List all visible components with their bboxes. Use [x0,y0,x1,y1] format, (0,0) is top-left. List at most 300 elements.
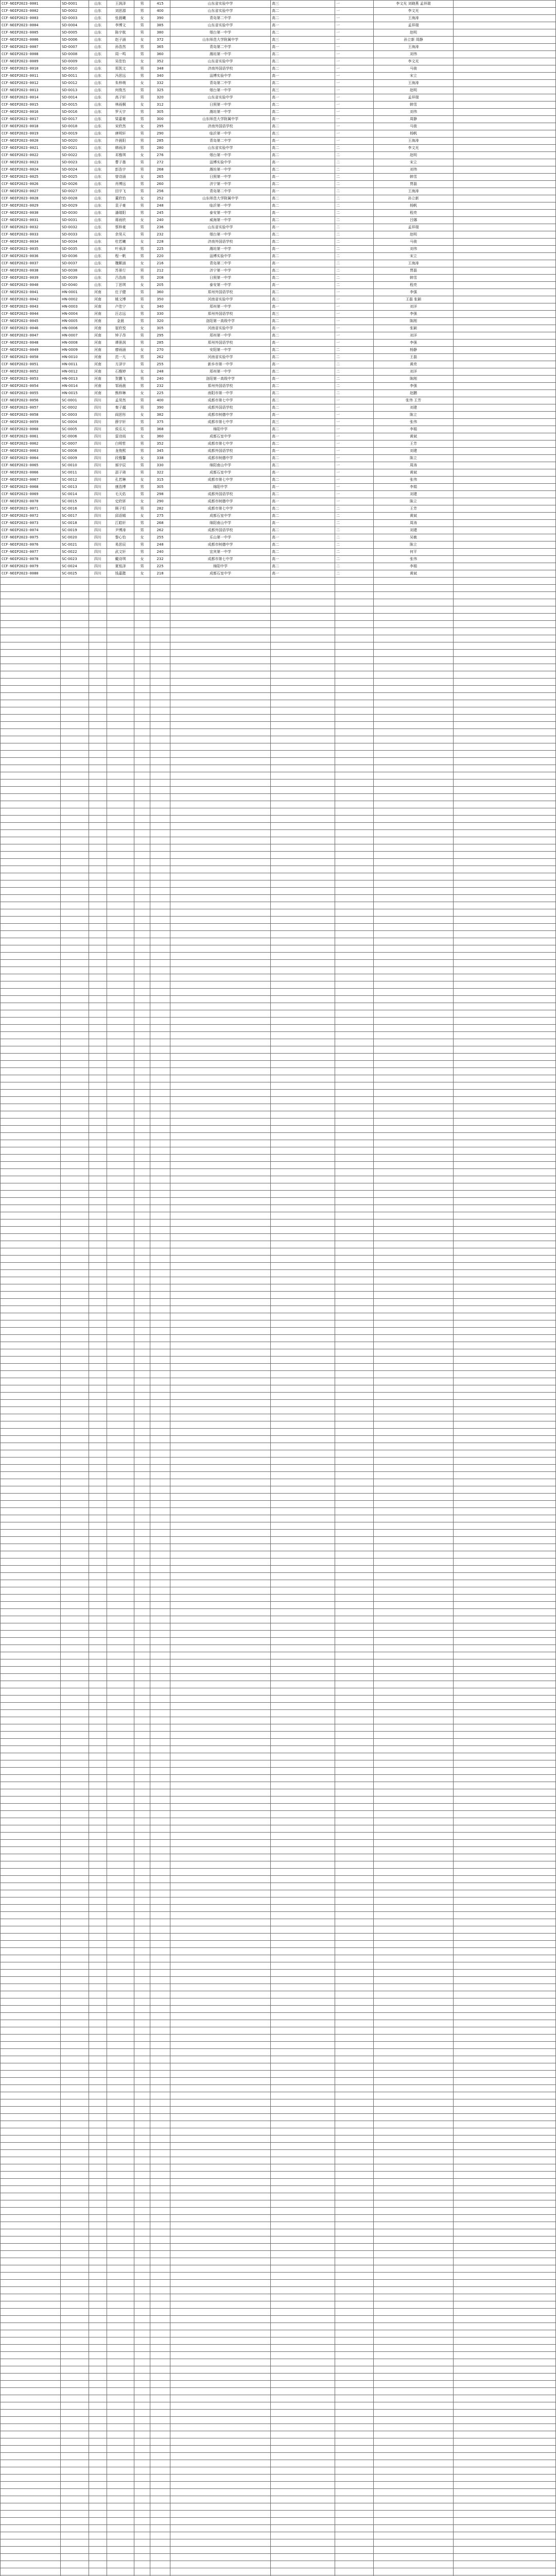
cell-name: 谭景润 [107,340,134,347]
cell-serial [61,1804,89,1811]
cell-award [335,2568,374,2575]
cell-award: 一 [335,73,374,80]
cell-province [89,1703,107,1710]
cell-school [170,1833,271,1840]
cell-name: 孔若琳 [107,477,134,484]
cell-province [89,2208,107,2215]
cell-gender: 女 [134,455,150,462]
cell-name [107,2438,134,2446]
cell-serial [61,1155,89,1162]
cell-blank [454,1984,556,1991]
cell-coach [374,635,454,642]
cell-blank [454,1977,556,1984]
cell-grade [271,2136,335,2143]
cell-award [335,1753,374,1760]
cell-blank [454,1465,556,1472]
cell-serial: SC-0002 [61,404,89,412]
table-row [1,513,556,520]
cell-exam-id [1,1393,61,1400]
cell-serial [61,2085,89,2092]
table-row-empty [1,1191,556,1198]
cell-award [335,1176,374,1183]
cell-province [89,686,107,693]
cell-province [89,924,107,931]
cell-coach [374,592,454,599]
cell-grade [271,1977,335,1984]
cell-coach [374,1126,454,1133]
cell-school [170,2503,271,2511]
cell-blank [454,246,556,253]
cell-province [89,671,107,679]
table-row-empty [1,1126,556,1133]
cell-award [335,902,374,909]
cell-serial [61,1414,89,1421]
cell-grade [271,2489,335,2496]
cell-province: 四川 [89,498,107,505]
cell-score: 352 [150,440,170,448]
cell-blank [454,1075,556,1082]
cell-exam-id [1,628,61,635]
cell-name: 刘思源 [107,8,134,15]
cell-award: 一 [335,426,374,433]
cell-exam-id [1,2200,61,2208]
cell-school [170,2042,271,2049]
cell-name [107,1025,134,1032]
cell-name [107,1717,134,1724]
cell-school: 济宁第一中学 [170,181,271,188]
cell-score: 275 [150,513,170,520]
cell-exam-id [1,981,61,989]
cell-gender: 男 [134,318,150,325]
cell-school [170,2424,271,2431]
cell-score [150,585,170,592]
cell-score [150,2330,170,2337]
cell-exam-id [1,1421,61,1429]
cell-grade [271,1400,335,1407]
cell-blank [454,368,556,376]
cell-serial [61,1681,89,1688]
cell-province [89,693,107,700]
cell-serial [61,981,89,989]
cell-grade [271,2446,335,2453]
cell-serial [61,1667,89,1674]
cell-serial [61,578,89,585]
cell-exam-id [1,2136,61,2143]
cell-exam-id [1,2424,61,2431]
cell-province [89,1104,107,1111]
cell-grade [271,1696,335,1703]
cell-gender: 男 [134,8,150,15]
cell-serial [61,1775,89,1782]
cell-grade: 高二 [271,145,335,152]
cell-name [107,2568,134,2575]
cell-coach [374,2395,454,2402]
cell-province [89,1696,107,1703]
cell-grade [271,2460,335,2467]
cell-score [150,1804,170,1811]
cell-grade [271,1450,335,1458]
cell-grade [271,2402,335,2410]
cell-serial [61,1032,89,1039]
cell-award [335,2020,374,2027]
cell-gender [134,2323,150,2330]
cell-name: 易思辰 [107,541,134,549]
cell-award [335,1897,374,1905]
cell-grade [271,2503,335,2511]
cell-coach [374,974,454,981]
cell-exam-id: CCF-NOIP2023-0070 [1,498,61,505]
cell-coach [374,2150,454,2157]
cell-coach: 王芳 [374,440,454,448]
cell-score [150,974,170,981]
cell-name [107,2128,134,2136]
cell-name [107,1284,134,1292]
cell-serial [61,2006,89,2013]
table-row [1,224,556,231]
cell-score [150,2092,170,2099]
cell-exam-id [1,1234,61,1241]
cell-exam-id [1,1854,61,1861]
cell-grade [271,1623,335,1631]
cell-exam-id [1,772,61,779]
cell-serial [61,664,89,671]
cell-coach [374,866,454,873]
cell-province [89,1522,107,1530]
cell-school [170,1032,271,1039]
cell-province [89,1090,107,1097]
cell-score [150,1018,170,1025]
cell-exam-id: CCF-NOIP2023-0076 [1,541,61,549]
cell-coach: 李文光 [374,145,454,152]
cell-gender [134,729,150,736]
cell-serial [61,700,89,707]
cell-coach [374,1256,454,1263]
cell-blank [454,1732,556,1739]
cell-province [89,772,107,779]
cell-grade [271,1414,335,1421]
cell-province [89,729,107,736]
table-row-empty [1,1912,556,1919]
cell-name: 薛宇轩 [107,419,134,426]
cell-serial: SC-0011 [61,469,89,477]
cell-score [150,1652,170,1659]
cell-grade [271,1335,335,1342]
cell-exam-id [1,1465,61,1472]
cell-name [107,1205,134,1212]
cell-name [107,758,134,765]
cell-score [150,1724,170,1732]
cell-blank [454,2013,556,2020]
cell-score: 340 [150,73,170,80]
cell-score [150,2323,170,2330]
cell-blank [454,469,556,477]
cell-score: 320 [150,318,170,325]
cell-award [335,2085,374,2092]
cell-exam-id [1,751,61,758]
cell-coach [374,1537,454,1544]
cell-award [335,1133,374,1140]
cell-province [89,1934,107,1941]
cell-blank [454,1861,556,1869]
cell-award [335,642,374,650]
cell-blank [454,1335,556,1342]
cell-school [170,1861,271,1869]
cell-serial [61,1912,89,1919]
cell-award: 一 [335,44,374,51]
cell-school: 青岛第二中学 [170,188,271,195]
cell-coach: 王海涛 [374,260,454,267]
cell-blank [454,188,556,195]
cell-gender [134,1126,150,1133]
cell-school [170,1227,271,1234]
cell-school [170,642,271,650]
cell-exam-id: CCF-NOIP2023-0027 [1,188,61,195]
cell-serial [61,2460,89,2467]
cell-coach [374,1032,454,1039]
cell-name [107,614,134,621]
cell-serial: HN-0004 [61,311,89,318]
cell-grade [271,722,335,729]
cell-grade [271,1522,335,1530]
cell-name [107,2395,134,2402]
cell-school [170,1320,271,1328]
cell-name [107,816,134,823]
cell-serial [61,2092,89,2099]
cell-grade [271,2157,335,2164]
cell-name [107,1631,134,1638]
cell-province [89,2359,107,2366]
cell-coach [374,2121,454,2128]
cell-gender: 男 [134,520,150,527]
cell-gender [134,1443,150,1450]
cell-school [170,1775,271,1782]
cell-school [170,1378,271,1385]
cell-serial [61,2136,89,2143]
cell-coach [374,2460,454,2467]
cell-serial [61,2107,89,2114]
cell-coach [374,1825,454,1833]
cell-exam-id [1,743,61,751]
table-row [1,80,556,87]
cell-school [170,1962,271,1970]
cell-serial: SC-0005 [61,426,89,433]
cell-school [170,657,271,664]
table-row-empty [1,1616,556,1623]
cell-gender [134,2402,150,2410]
table-row-empty [1,1775,556,1782]
cell-serial [61,2547,89,2554]
cell-serial [61,1097,89,1104]
cell-blank [454,736,556,743]
cell-name [107,736,134,743]
cell-exam-id [1,1270,61,1277]
cell-school [170,1948,271,1955]
cell-school: 山东省实验中学 [170,145,271,152]
cell-score [150,1140,170,1147]
cell-serial [61,2049,89,2056]
cell-serial: HN-0012 [61,368,89,376]
cell-award [335,1436,374,1443]
cell-grade [271,2236,335,2244]
cell-exam-id: CCF-NOIP2023-0005 [1,29,61,37]
cell-coach: 王磊 张颖 [374,296,454,303]
table-row-empty [1,981,556,989]
cell-name [107,1934,134,1941]
cell-province [89,1804,107,1811]
cell-grade [271,2453,335,2460]
cell-name: 武文轩 [107,549,134,556]
cell-name [107,1335,134,1342]
cell-grade [271,917,335,924]
cell-award: 二 [335,166,374,174]
cell-exam-id [1,1991,61,1998]
cell-province: 山东 [89,101,107,109]
cell-grade [271,1818,335,1825]
cell-blank [454,722,556,729]
table-row-empty [1,642,556,650]
cell-exam-id [1,1688,61,1696]
cell-province: 山东 [89,246,107,253]
cell-name [107,1688,134,1696]
cell-grade: 高一 [271,73,335,80]
cell-award [335,2251,374,2258]
cell-gender: 女 [134,101,150,109]
cell-school: 成都市树德中学 [170,541,271,549]
cell-gender [134,2431,150,2438]
cell-serial [61,2511,89,2518]
cell-score [150,1840,170,1847]
cell-serial [61,1789,89,1797]
cell-coach [374,1667,454,1674]
cell-gender [134,1890,150,1897]
cell-coach: 张颖 [374,325,454,332]
cell-award: 二 [335,210,374,217]
table-row-empty [1,1486,556,1494]
cell-school [170,2345,271,2352]
cell-score [150,1082,170,1090]
cell-name [107,1919,134,1926]
table-row [1,318,556,325]
cell-coach [374,1205,454,1212]
cell-school [170,2258,271,2265]
cell-award [335,1082,374,1090]
cell-school [170,2337,271,2345]
table-row-empty [1,1818,556,1825]
cell-gender [134,1616,150,1623]
cell-province [89,866,107,873]
cell-serial [61,1544,89,1551]
cell-school [170,1732,271,1739]
cell-serial [61,1991,89,1998]
cell-blank [454,166,556,174]
cell-gender [134,2020,150,2027]
cell-name [107,2035,134,2042]
cell-coach [374,2503,454,2511]
cell-blank [454,1573,556,1580]
cell-grade: 高一 [271,433,335,440]
cell-serial [61,1861,89,1869]
cell-blank [454,707,556,715]
cell-exam-id [1,2475,61,2482]
table-row-empty [1,1299,556,1306]
cell-coach [374,1919,454,1926]
cell-award [335,1811,374,1818]
cell-award: 一 [335,455,374,462]
cell-score [150,2056,170,2063]
table-row-empty [1,599,556,606]
cell-coach [374,707,454,715]
cell-exam-id [1,650,61,657]
cell-grade: 高二 [271,253,335,260]
cell-exam-id: CCF-NOIP2023-0009 [1,58,61,65]
cell-grade [271,2410,335,2417]
cell-grade [271,578,335,585]
cell-school [170,1681,271,1688]
cell-grade [271,2467,335,2475]
table-row-empty [1,2186,556,2193]
cell-school [170,2172,271,2179]
cell-name: 曹子墨 [107,159,134,166]
cell-award [335,1068,374,1075]
cell-award [335,1652,374,1659]
cell-province [89,1054,107,1061]
cell-name [107,1825,134,1833]
cell-gender [134,1782,150,1789]
cell-name: 夏铭泽 [107,563,134,570]
cell-score [150,621,170,628]
cell-name [107,2280,134,2287]
cell-blank [454,1739,556,1746]
cell-award [335,895,374,902]
cell-award [335,909,374,917]
table-row [1,412,556,419]
cell-school [170,2482,271,2489]
cell-blank [454,2071,556,2078]
cell-grade [271,664,335,671]
cell-name [107,2085,134,2092]
cell-name: 罗天宇 [107,109,134,116]
cell-school [170,1724,271,1732]
cell-score [150,1710,170,1717]
cell-province [89,1393,107,1400]
cell-serial [61,1075,89,1082]
cell-school: 郑州外国语学校 [170,383,271,390]
cell-grade: 高二 [271,275,335,282]
cell-school [170,1811,271,1818]
cell-gender: 女 [134,260,150,267]
cell-award [335,1039,374,1046]
cell-grade [271,1486,335,1494]
cell-school [170,2446,271,2453]
cell-province [89,1429,107,1436]
cell-grade [271,2273,335,2280]
cell-name [107,642,134,650]
cell-award [335,1385,374,1393]
cell-score: 315 [150,477,170,484]
cell-name [107,2337,134,2345]
cell-serial [61,1176,89,1183]
cell-exam-id: CCF-NOIP2023-0069 [1,491,61,498]
cell-award [335,1674,374,1681]
cell-gender [134,816,150,823]
cell-exam-id: CCF-NOIP2023-0063 [1,448,61,455]
cell-score [150,1270,170,1277]
cell-blank [454,808,556,816]
cell-grade [271,729,335,736]
cell-province: 山东 [89,37,107,44]
cell-school [170,823,271,830]
table-row [1,433,556,440]
